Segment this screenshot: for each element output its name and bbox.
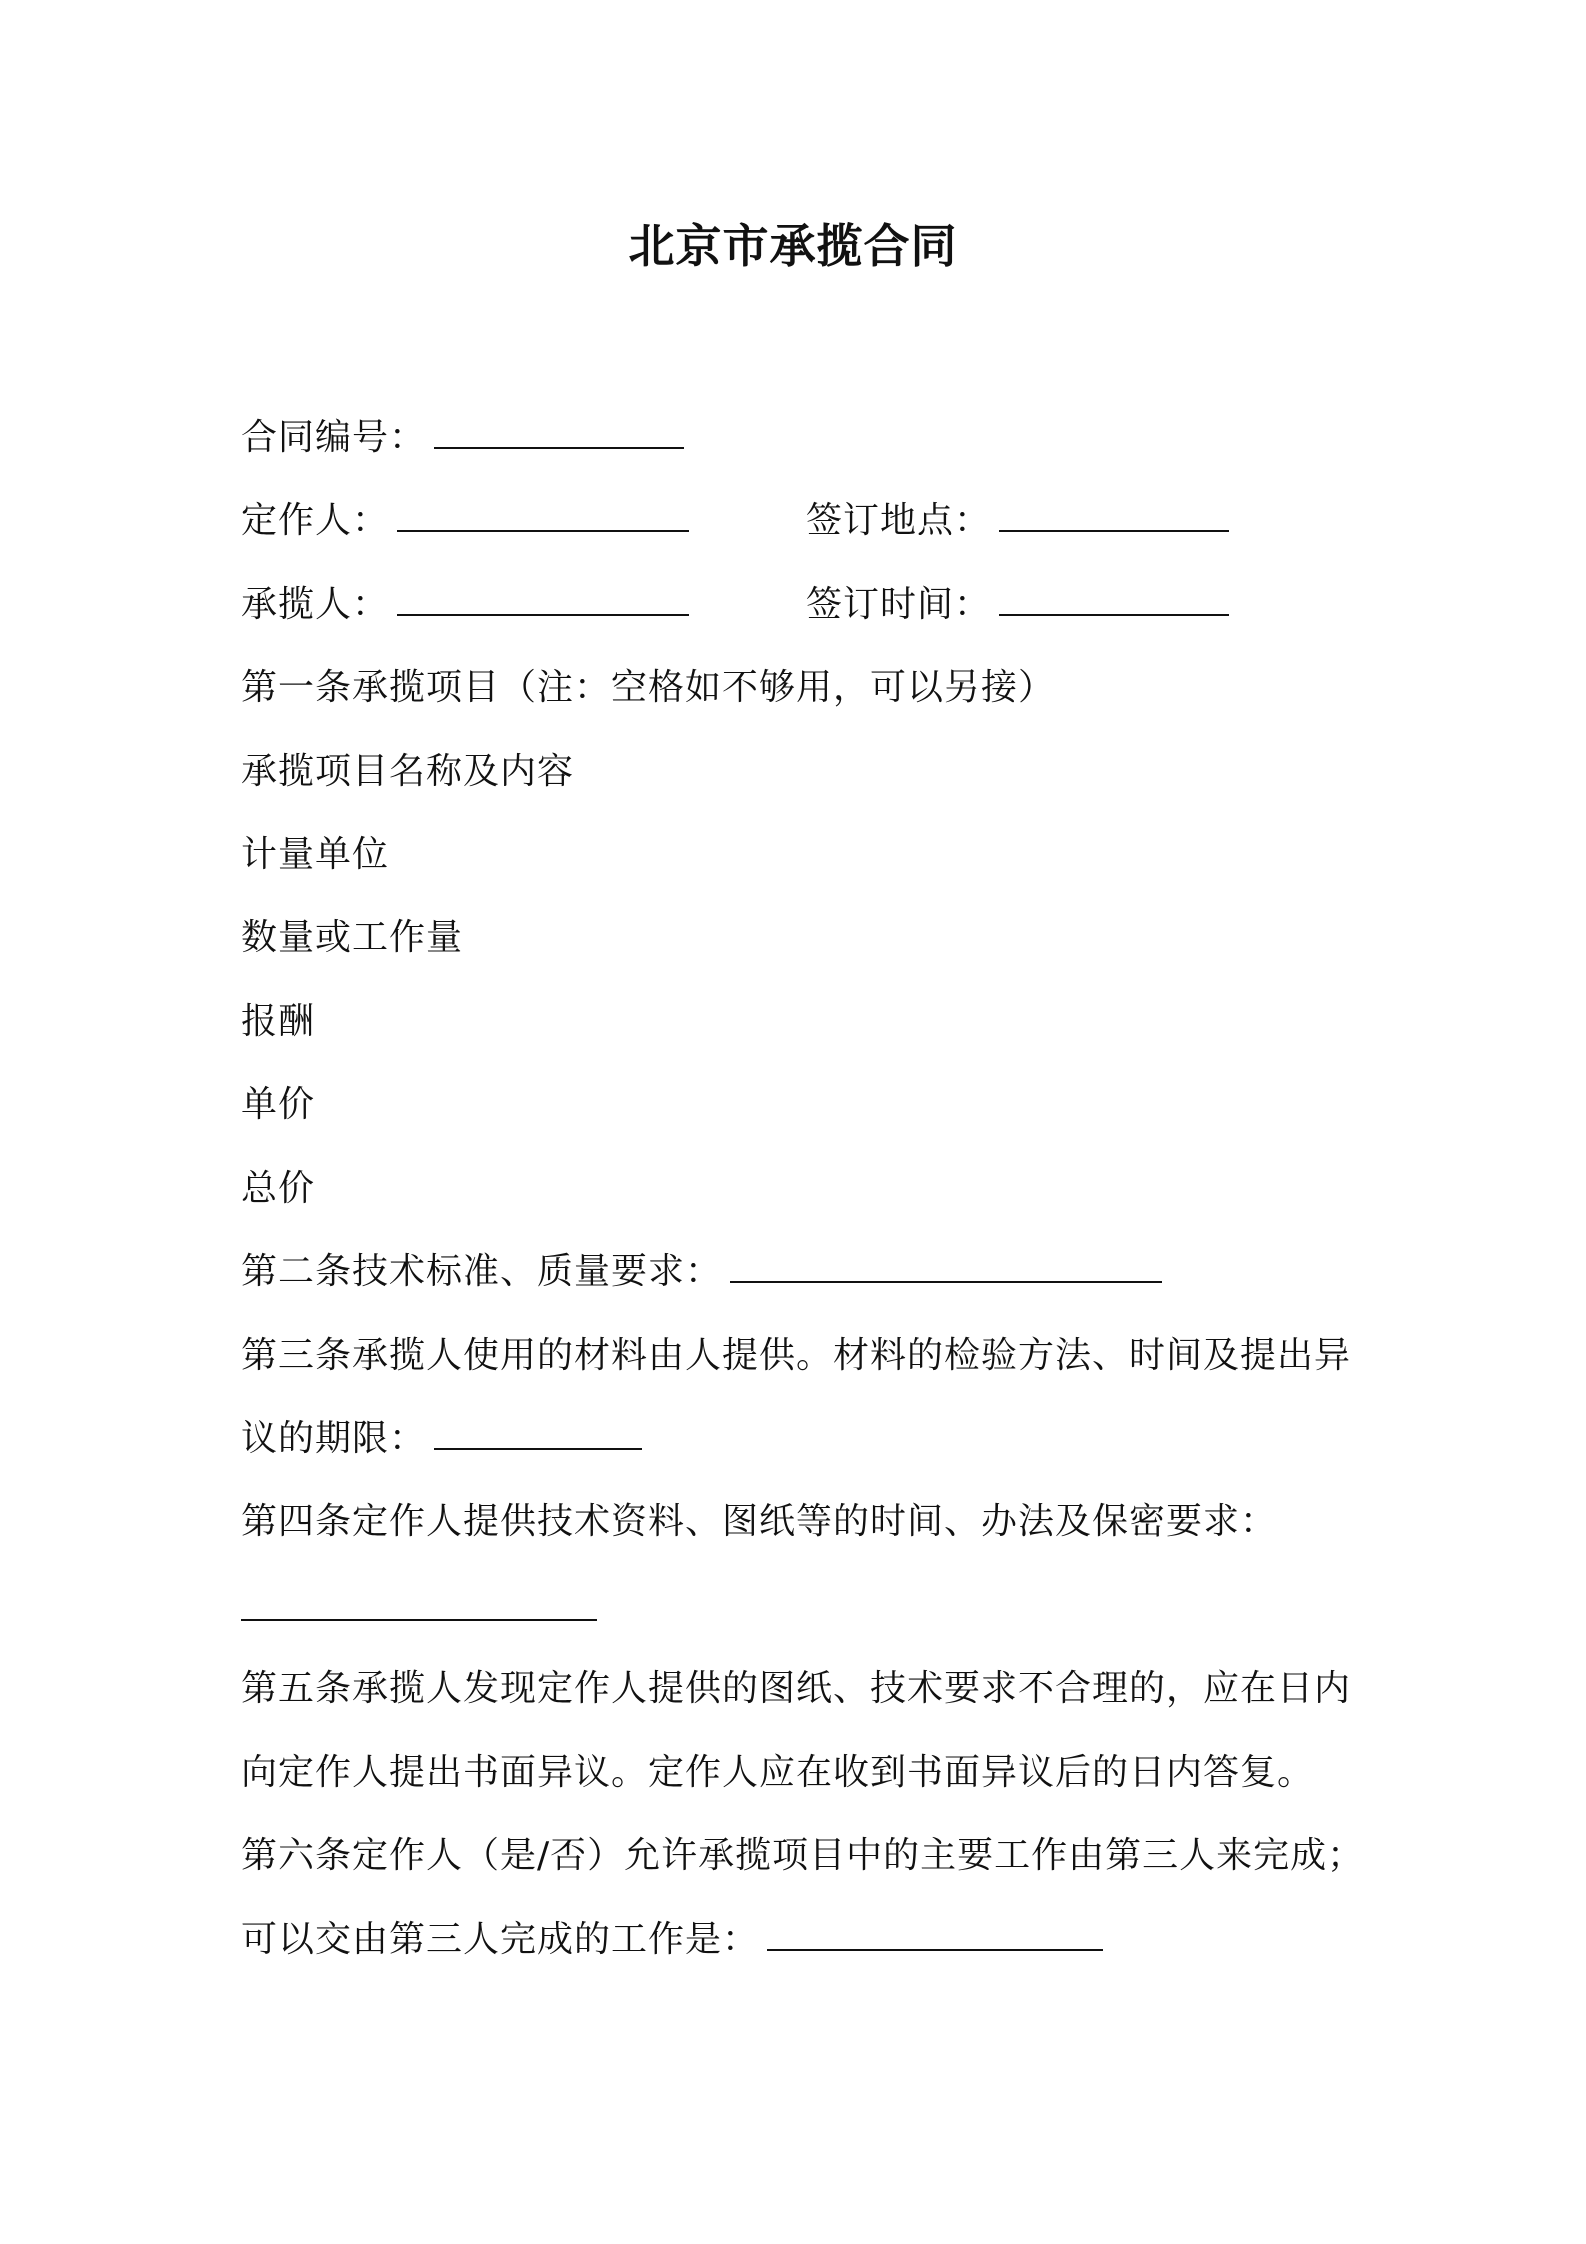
article3-line1: 第三条承揽人使用的材料由人提供。材料的检验方法、时间及提出异 — [241, 1335, 1352, 1376]
article3-text: 议的期限： — [241, 1418, 427, 1459]
orderer-line — [241, 499, 689, 543]
signing-time-label: 签订时间： — [806, 584, 992, 625]
signing-place-label: 签订地点： — [806, 500, 992, 541]
article4-blank-line — [241, 1588, 597, 1632]
article2-blank[interactable] — [730, 1253, 1162, 1283]
article6-line1: 第六条定作人（是/否）允许承揽项目中的主要工作由第三人来完成； — [241, 1835, 1365, 1876]
signing-place-blank[interactable] — [999, 502, 1229, 532]
contractor-label: 承揽人： — [241, 584, 390, 625]
signing-time-line — [806, 583, 1229, 627]
article3-line2 — [241, 1417, 642, 1461]
orderer-label: 定作人： — [241, 500, 390, 541]
article1-item: 承揽项目名称及内容 — [241, 751, 575, 792]
contractor-line — [241, 583, 689, 627]
orderer-blank[interactable] — [397, 502, 689, 532]
document-title: 北京市承揽合同 — [628, 219, 958, 273]
article2-text: 第二条技术标准、质量要求： — [241, 1251, 723, 1292]
article1-item: 总价 — [241, 1168, 316, 1209]
article3-blank[interactable] — [434, 1420, 642, 1450]
signing-place-line — [806, 499, 1229, 543]
article1-item: 单价 — [241, 1084, 316, 1125]
contract-number-label: 合同编号： — [241, 417, 427, 458]
article1-heading: 第一条承揽项目（注：空格如不够用，可以另接） — [241, 667, 1056, 708]
contract-number-blank[interactable] — [434, 419, 684, 449]
article4-line: 第四条定作人提供技术资料、图纸等的时间、办法及保密要求： — [241, 1501, 1278, 1542]
contractor-blank[interactable] — [397, 586, 689, 616]
contract-number-line — [241, 416, 684, 460]
article6-blank[interactable] — [767, 1921, 1103, 1951]
article1-item: 计量单位 — [241, 834, 390, 875]
article6-line2 — [241, 1918, 1103, 1962]
signing-time-blank[interactable] — [999, 586, 1229, 616]
article5-line2: 向定作人提出书面异议。定作人应在收到书面异议后的日内答复。 — [241, 1752, 1315, 1793]
article6-text: 可以交由第三人完成的工作是： — [241, 1919, 760, 1960]
article2-line — [241, 1250, 1162, 1294]
article1-item: 数量或工作量 — [241, 917, 464, 958]
article1-item: 报酬 — [241, 1001, 316, 1042]
article5-line1: 第五条承揽人发现定作人提供的图纸、技术要求不合理的，应在日内 — [241, 1668, 1352, 1709]
article4-blank[interactable] — [241, 1591, 597, 1621]
